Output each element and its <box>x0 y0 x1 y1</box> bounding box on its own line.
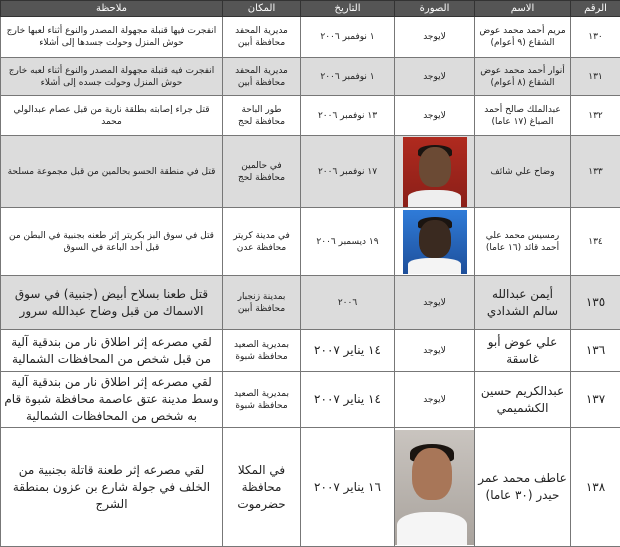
row-name: وضاح علي شائف <box>475 136 571 208</box>
row-number: ١٣٨ <box>571 428 620 547</box>
header-photo: الصورة <box>395 1 475 17</box>
row-date: ١٤ يناير ٢٠٠٧ <box>301 330 395 372</box>
row-photo: لايوجد <box>395 372 475 428</box>
row-name: عبدالملك صالح أحمد الصباغ (١٧ عاما) <box>475 96 571 136</box>
row-place: في مدينة كريتر محافظة عدن <box>223 208 301 276</box>
row-name: مريم أحمد محمد عوض الشقاع (٩ أعوام) <box>475 17 571 58</box>
header-note: ملاحظة <box>1 1 223 17</box>
row-photo <box>395 208 475 276</box>
table-row <box>1 58 620 96</box>
row-place: طور الباحة محافظة لحج <box>223 96 301 136</box>
row-number: ١٣٤ <box>571 208 620 276</box>
victim-photo <box>403 137 467 207</box>
row-date: ١٩ ديسمبر ٢٠٠٦ <box>301 208 395 276</box>
row-photo <box>395 136 475 208</box>
row-name: عاطف محمد عمر حيدر (٣٠ عاما) <box>475 428 571 547</box>
header-place: المكان <box>223 1 301 17</box>
row-date: ١ نوفمبر ٢٠٠٦ <box>301 17 395 58</box>
row-photo: لايوجد <box>395 330 475 372</box>
row-place: في حالمين محافظة لحج <box>223 136 301 208</box>
table-row <box>1 428 620 547</box>
row-number: ١٣٧ <box>571 372 620 428</box>
row-note: قتل في منطقة الحسو بحالمين من قبل مجموعة مسلحة <box>1 136 223 208</box>
row-name: عبدالكريم حسين الكشميمي <box>475 372 571 428</box>
table-row <box>1 372 620 428</box>
row-name: علي عوض أبو غاسقة <box>475 330 571 372</box>
row-number: ١٣٢ <box>571 96 620 136</box>
table-row <box>1 276 620 330</box>
row-date: ١٧ نوفمبر ٢٠٠٦ <box>301 136 395 208</box>
header-number: الرقم <box>571 1 620 17</box>
row-place: في المكلا محافظة حضرموت <box>223 428 301 547</box>
header-date: التاريخ <box>301 1 395 17</box>
table-row <box>1 96 620 136</box>
row-date: ١ نوفمبر ٢٠٠٦ <box>301 58 395 96</box>
row-place: بمديرية الصعيد محافظة شبوة <box>223 372 301 428</box>
row-number: ١٣١ <box>571 58 620 96</box>
row-note: لقي مصرعه إثر طعنة قاتلة بجنبية من الخلف في جولة شارع بن عزون بمنطقة الشرج <box>1 428 223 547</box>
row-name: رمسيس محمد علي أحمد قائد (١٦ عاما) <box>475 208 571 276</box>
table-row <box>1 330 620 372</box>
row-photo: لايوجد <box>395 17 475 58</box>
row-photo: لايوجد <box>395 276 475 330</box>
victim-photo <box>403 210 467 274</box>
row-photo: لايوجد <box>395 96 475 136</box>
row-note: لقي مصرعه إثر اطلاق نار من بندقية آلية من قبل شخص من المحافظات الشمالية <box>1 330 223 372</box>
table-row <box>1 17 620 58</box>
row-date: ٢٠٠٦ <box>301 276 395 330</box>
row-date: ١٣ نوفمبر ٢٠٠٦ <box>301 96 395 136</box>
row-number: ١٣٥ <box>571 276 620 330</box>
row-note: قتل طعنا بسلاح أبيض (جنبية) في سوق الاسماك من قبل وضاح عبدالله سرور <box>1 276 223 330</box>
row-number: ١٣٦ <box>571 330 620 372</box>
row-place: بمدينة زنجبار محافظة أبين <box>223 276 301 330</box>
row-note: قتل في سوق البز بكريتر إثر طعنه بجنبية في البطن من قبل أحد الباعة في السوق <box>1 208 223 276</box>
row-place: مديرية المحفد محافظة أبين <box>223 17 301 58</box>
row-place: مديرية المحفد محافظة أبين <box>223 58 301 96</box>
row-name: أيمن عبدالله سالم الشدادي <box>475 276 571 330</box>
row-note: انفجرت فيه قنبلة مجهولة المصدر والنوع أثناء لعبه خارج حوش المنزل وحولت جسده إلى أشلاء <box>1 58 223 96</box>
row-date: ١٦ يناير ٢٠٠٧ <box>301 428 395 547</box>
row-number: ١٣٠ <box>571 17 620 58</box>
row-photo: لايوجد <box>395 58 475 96</box>
row-date: ١٤ يناير ٢٠٠٧ <box>301 372 395 428</box>
victim-photo <box>395 430 475 545</box>
table-row <box>1 208 620 276</box>
row-note: انفجرت فيها قنبلة مجهولة المصدر والنوع أثناء لعبها خارج حوش المنزل وحولت جسدها إلى أشلاء <box>1 17 223 58</box>
row-note: لقي مصرعه إثر اطلاق نار من بندقية آلية وسط مدينة عتق عاصمة محافظة شبوة قام به شخص من المحافظات الشمالية <box>1 372 223 428</box>
row-number: ١٣٣ <box>571 136 620 208</box>
row-name: أنوار أحمد محمد عوض الشقاع (٨ أعوام) <box>475 58 571 96</box>
row-photo <box>395 428 475 547</box>
table-row <box>1 136 620 208</box>
row-note: قتل جراء إصابته بطلقة نارية من قبل عصام عبدالولي محمد <box>1 96 223 136</box>
header-row <box>1 1 620 17</box>
header-name: الاسم <box>475 1 571 17</box>
row-place: بمديرية الصعيد محافظة شبوة <box>223 330 301 372</box>
